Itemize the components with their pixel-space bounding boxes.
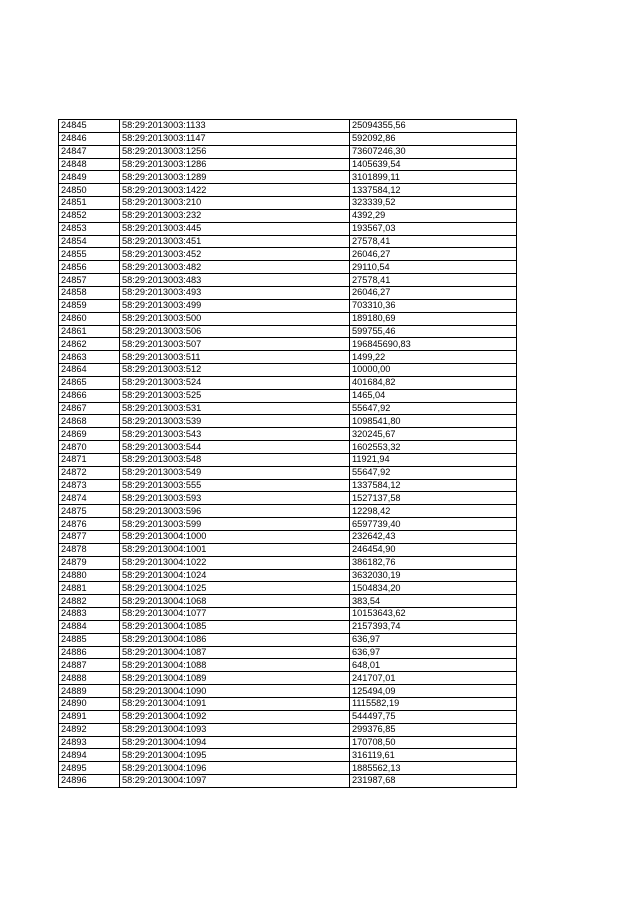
table-row [59,441,517,454]
row-number-cell: 24857 [59,274,120,287]
cadastral-value-cell: 1504834,20 [350,582,517,595]
cadastral-number-cell: 58:29:2013003:1147 [120,132,350,145]
row-number-cell: 24870 [59,441,120,454]
table-row [59,222,517,235]
row-number-cell: 24871 [59,453,120,466]
table-row [59,595,517,608]
table-row [59,248,517,261]
cadastral-number-cell: 58:29:2013003:512 [120,364,350,377]
cadastral-value-cell: 27578,41 [350,235,517,248]
cadastral-number-cell: 58:29:2013004:1024 [120,569,350,582]
table-row [59,685,517,698]
table-row [59,749,517,762]
table-row [59,710,517,723]
cadastral-number-cell: 58:29:2013004:1096 [120,762,350,775]
cadastral-value-cell: 1337584,12 [350,479,517,492]
cadastral-value-cell: 1885562,13 [350,762,517,775]
cadastral-value-table [58,119,517,788]
cadastral-value-cell: 299376,85 [350,723,517,736]
table-row [59,453,517,466]
table-row [59,351,517,364]
table-row [59,608,517,621]
cadastral-number-cell: 58:29:2013004:1087 [120,646,350,659]
table-row [59,556,517,569]
cadastral-value-cell: 1337584,12 [350,184,517,197]
row-number-cell: 24856 [59,261,120,274]
table-row [59,466,517,479]
row-number-cell: 24846 [59,132,120,145]
table-body [59,120,517,788]
cadastral-value-cell: 3101899,11 [350,171,517,184]
table-row [59,492,517,505]
table-row [59,312,517,325]
row-number-cell: 24883 [59,608,120,621]
cadastral-number-cell: 58:29:2013003:555 [120,479,350,492]
table-row [59,723,517,736]
table-row [59,299,517,312]
row-number-cell: 24893 [59,736,120,749]
row-number-cell: 24889 [59,685,120,698]
cadastral-number-cell: 58:29:2013003:1422 [120,184,350,197]
cadastral-value-cell: 592092,86 [350,132,517,145]
cadastral-value-cell: 11921,94 [350,453,517,466]
cadastral-number-cell: 58:29:2013003:445 [120,222,350,235]
cadastral-value-cell: 648,01 [350,659,517,672]
table-row [59,531,517,544]
table-row [59,646,517,659]
row-number-cell: 24869 [59,428,120,441]
cadastral-number-cell: 58:29:2013004:1022 [120,556,350,569]
cadastral-number-cell: 58:29:2013003:232 [120,209,350,222]
table-row [59,184,517,197]
table-row [59,364,517,377]
row-number-cell: 24867 [59,402,120,415]
table-row [59,697,517,710]
cadastral-number-cell: 58:29:2013004:1000 [120,531,350,544]
cadastral-value-cell: 320245,67 [350,428,517,441]
table-row [59,762,517,775]
cadastral-value-cell: 241707,01 [350,672,517,685]
cadastral-value-cell: 189180,69 [350,312,517,325]
table-row [59,274,517,287]
cadastral-number-cell: 58:29:2013003:593 [120,492,350,505]
cadastral-number-cell: 58:29:2013003:531 [120,402,350,415]
cadastral-value-cell: 1098541,80 [350,415,517,428]
table-row [59,261,517,274]
cadastral-number-cell: 58:29:2013003:506 [120,325,350,338]
cadastral-number-cell: 58:29:2013004:1077 [120,608,350,621]
cadastral-value-cell: 636,97 [350,646,517,659]
row-number-cell: 24880 [59,569,120,582]
row-number-cell: 24886 [59,646,120,659]
row-number-cell: 24891 [59,710,120,723]
row-number-cell: 24860 [59,312,120,325]
cadastral-number-cell: 58:29:2013003:524 [120,376,350,389]
cadastral-value-cell: 25094355,56 [350,120,517,133]
row-number-cell: 24865 [59,376,120,389]
cadastral-number-cell: 58:29:2013003:483 [120,274,350,287]
table-row [59,428,517,441]
row-number-cell: 24849 [59,171,120,184]
cadastral-number-cell: 58:29:2013004:1091 [120,697,350,710]
cadastral-number-cell: 58:29:2013003:544 [120,441,350,454]
cadastral-value-cell: 196845690,83 [350,338,517,351]
table-row [59,518,517,531]
cadastral-value-cell: 10000,00 [350,364,517,377]
cadastral-value-cell: 383,54 [350,595,517,608]
row-number-cell: 24882 [59,595,120,608]
cadastral-number-cell: 58:29:2013003:548 [120,453,350,466]
row-number-cell: 24877 [59,531,120,544]
cadastral-number-cell: 58:29:2013004:1088 [120,659,350,672]
cadastral-value-cell: 12298,42 [350,505,517,518]
cadastral-number-cell: 58:29:2013003:507 [120,338,350,351]
cadastral-value-cell: 2157393,74 [350,620,517,633]
cadastral-number-cell: 58:29:2013003:543 [120,428,350,441]
cadastral-value-cell: 1602553,32 [350,441,517,454]
row-number-cell: 24851 [59,197,120,210]
table-row [59,120,517,133]
table-row [59,582,517,595]
cadastral-value-cell: 246454,90 [350,543,517,556]
cadastral-number-cell: 58:29:2013003:452 [120,248,350,261]
cadastral-number-cell: 58:29:2013003:599 [120,518,350,531]
cadastral-value-cell: 232642,43 [350,531,517,544]
cadastral-value-cell: 27578,41 [350,274,517,287]
row-number-cell: 24881 [59,582,120,595]
row-number-cell: 24853 [59,222,120,235]
cadastral-number-cell: 58:29:2013003:500 [120,312,350,325]
cadastral-number-cell: 58:29:2013003:511 [120,351,350,364]
cadastral-number-cell: 58:29:2013004:1097 [120,775,350,788]
row-number-cell: 24845 [59,120,120,133]
row-number-cell: 24887 [59,659,120,672]
row-number-cell: 24878 [59,543,120,556]
row-number-cell: 24885 [59,633,120,646]
cadastral-number-cell: 58:29:2013004:1094 [120,736,350,749]
cadastral-value-cell: 323339,52 [350,197,517,210]
cadastral-number-cell: 58:29:2013003:596 [120,505,350,518]
cadastral-value-cell: 125494,09 [350,685,517,698]
cadastral-value-cell: 6597739,40 [350,518,517,531]
row-number-cell: 24896 [59,775,120,788]
cadastral-value-cell: 1527137,58 [350,492,517,505]
table-row [59,775,517,788]
cadastral-number-cell: 58:29:2013003:493 [120,286,350,299]
row-number-cell: 24872 [59,466,120,479]
cadastral-number-cell: 58:29:2013003:1286 [120,158,350,171]
row-number-cell: 24852 [59,209,120,222]
cadastral-value-cell: 55647,92 [350,466,517,479]
cadastral-number-cell: 58:29:2013003:210 [120,197,350,210]
cadastral-number-cell: 58:29:2013003:1256 [120,145,350,158]
cadastral-number-cell: 58:29:2013003:482 [120,261,350,274]
table-row [59,145,517,158]
cadastral-value-cell: 599755,46 [350,325,517,338]
cadastral-value-cell: 3632030,19 [350,569,517,582]
row-number-cell: 24854 [59,235,120,248]
table-row [59,672,517,685]
table-row [59,171,517,184]
row-number-cell: 24879 [59,556,120,569]
cadastral-value-cell: 193567,03 [350,222,517,235]
cadastral-number-cell: 58:29:2013003:539 [120,415,350,428]
cadastral-number-cell: 58:29:2013003:549 [120,466,350,479]
cadastral-value-cell: 26046,27 [350,248,517,261]
cadastral-value-cell: 4392,29 [350,209,517,222]
table-row [59,376,517,389]
table-row [59,132,517,145]
cadastral-value-cell: 1405639,54 [350,158,517,171]
table-row [59,505,517,518]
table-row [59,235,517,248]
row-number-cell: 24859 [59,299,120,312]
table-row [59,569,517,582]
table-row [59,402,517,415]
cadastral-value-cell: 401684,82 [350,376,517,389]
row-number-cell: 24868 [59,415,120,428]
cadastral-value-cell: 10153643,62 [350,608,517,621]
cadastral-value-cell: 26046,27 [350,286,517,299]
table-row [59,633,517,646]
row-number-cell: 24873 [59,479,120,492]
row-number-cell: 24876 [59,518,120,531]
cadastral-number-cell: 58:29:2013003:525 [120,389,350,402]
table-row [59,736,517,749]
cadastral-number-cell: 58:29:2013004:1001 [120,543,350,556]
cadastral-value-cell: 544497,75 [350,710,517,723]
row-number-cell: 24888 [59,672,120,685]
cadastral-number-cell: 58:29:2013004:1093 [120,723,350,736]
cadastral-number-cell: 58:29:2013004:1090 [120,685,350,698]
row-number-cell: 24892 [59,723,120,736]
row-number-cell: 24861 [59,325,120,338]
row-number-cell: 24855 [59,248,120,261]
cadastral-number-cell: 58:29:2013004:1092 [120,710,350,723]
row-number-cell: 24874 [59,492,120,505]
cadastral-number-cell: 58:29:2013004:1086 [120,633,350,646]
cadastral-value-cell: 1499,22 [350,351,517,364]
row-number-cell: 24864 [59,364,120,377]
table-row [59,197,517,210]
cadastral-value-cell: 1465,04 [350,389,517,402]
row-number-cell: 24895 [59,762,120,775]
cadastral-value-cell: 316119,61 [350,749,517,762]
row-number-cell: 24862 [59,338,120,351]
row-number-cell: 24884 [59,620,120,633]
cadastral-number-cell: 58:29:2013003:1133 [120,120,350,133]
cadastral-number-cell: 58:29:2013004:1068 [120,595,350,608]
table-row [59,620,517,633]
row-number-cell: 24863 [59,351,120,364]
row-number-cell: 24850 [59,184,120,197]
cadastral-value-cell: 29110,54 [350,261,517,274]
table-row [59,659,517,672]
row-number-cell: 24894 [59,749,120,762]
cadastral-value-cell: 170708,50 [350,736,517,749]
cadastral-number-cell: 58:29:2013004:1095 [120,749,350,762]
cadastral-number-cell: 58:29:2013003:451 [120,235,350,248]
cadastral-value-cell: 386182,76 [350,556,517,569]
table-row [59,286,517,299]
table-row [59,338,517,351]
cadastral-number-cell: 58:29:2013003:1289 [120,171,350,184]
cadastral-value-cell: 1115582,19 [350,697,517,710]
cadastral-number-cell: 58:29:2013004:1085 [120,620,350,633]
table-row [59,158,517,171]
cadastral-value-cell: 231987,68 [350,775,517,788]
cadastral-number-cell: 58:29:2013004:1025 [120,582,350,595]
cadastral-value-cell: 73607246,30 [350,145,517,158]
table-row [59,479,517,492]
row-number-cell: 24848 [59,158,120,171]
table-row [59,209,517,222]
cadastral-value-cell: 703310,36 [350,299,517,312]
row-number-cell: 24847 [59,145,120,158]
row-number-cell: 24866 [59,389,120,402]
row-number-cell: 24875 [59,505,120,518]
row-number-cell: 24858 [59,286,120,299]
table-row [59,415,517,428]
cadastral-value-cell: 636,97 [350,633,517,646]
table-row [59,325,517,338]
table-row [59,543,517,556]
cadastral-number-cell: 58:29:2013003:499 [120,299,350,312]
row-number-cell: 24890 [59,697,120,710]
cadastral-value-cell: 55647,92 [350,402,517,415]
table-row [59,389,517,402]
cadastral-number-cell: 58:29:2013004:1089 [120,672,350,685]
